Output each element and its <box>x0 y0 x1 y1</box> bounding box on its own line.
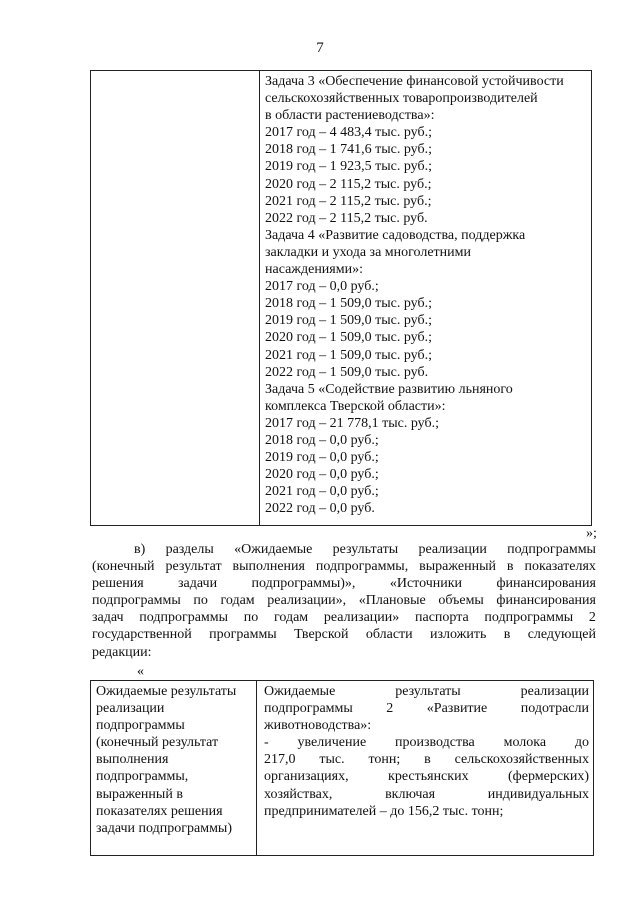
word: результаты <box>395 684 461 699</box>
word: - <box>264 735 269 751</box>
cell-line: в области растениеводства»: <box>265 108 435 124</box>
cell-line: 2017 год – 0,0 руб.; <box>265 279 379 295</box>
cell-line: 2020 год – 0,0 руб.; <box>265 467 379 483</box>
word: выраженный <box>419 559 496 575</box>
cell-line: Задача 4 «Развитие садоводства, поддержка <box>265 227 526 243</box>
word: выполнения <box>232 559 305 575</box>
word: «Развитие <box>426 701 488 717</box>
word: области <box>365 627 413 643</box>
text-line <box>264 683 589 700</box>
cell-line: 2017 год – 21 778,1 тыс. руб.; <box>265 415 439 431</box>
word: 2 <box>386 701 394 717</box>
word: молока <box>503 735 547 751</box>
page-number: 7 <box>316 40 324 56</box>
text-line <box>264 803 589 820</box>
cell-line: 2020 год – 2 115,2 тыс. руб.; <box>265 176 432 192</box>
word: подпрограммы <box>264 701 353 717</box>
text-line <box>264 700 589 717</box>
word: включая <box>385 786 436 802</box>
cell-line: подпрограммы, <box>96 769 189 785</box>
cell-line: 2022 год – 2 115,2 тыс. руб. <box>265 210 428 226</box>
word: тонн; <box>368 752 401 768</box>
word: до <box>574 735 589 751</box>
word: хозяйствах, <box>264 786 333 802</box>
word: тыс. <box>319 752 345 768</box>
cell-line: 2019 год – 1 509,0 тыс. руб.; <box>265 313 432 329</box>
text-line <box>92 575 596 592</box>
cell-line: реализации <box>96 701 165 717</box>
cell-line: 2021 год – 2 115,2 тыс. руб.; <box>265 193 432 209</box>
word: (фермерских) <box>508 769 589 785</box>
word: изложить <box>430 627 487 643</box>
word: производства <box>395 735 475 751</box>
word: предпринимателей – до 156,2 тыс. тонн; <box>264 803 504 819</box>
cell-line: Ожидаемые результаты <box>96 684 237 699</box>
cell-line: 2021 год – 0,0 руб.; <box>265 484 379 500</box>
word: реализации» <box>323 610 400 626</box>
word: подпрограммы)», <box>251 576 356 592</box>
cell-line: 2022 год – 1 509,0 тыс. руб. <box>265 364 429 380</box>
word: в <box>506 559 514 575</box>
cell-line: задачи подпрограммы) <box>96 820 233 836</box>
word: Ожидаемые <box>264 684 336 699</box>
word: объемы <box>438 593 484 609</box>
expected-results-table <box>90 680 594 856</box>
cell-line: выполнения <box>96 752 169 768</box>
funding-cell <box>265 73 589 517</box>
opening-quote-mark: « <box>137 664 144 679</box>
word: финансирования <box>496 593 596 609</box>
word: по <box>193 593 208 609</box>
word: подпрограммы <box>507 542 596 557</box>
word: «Плановые <box>358 593 426 609</box>
cell-line: Задача 3 «Обеспечение финансовой устойчивости <box>265 74 564 89</box>
table-column-divider <box>256 681 257 855</box>
cell-line: 2018 год – 1 741,6 тыс. руб.; <box>265 142 432 158</box>
word: годам <box>220 593 255 609</box>
cell-line: 2020 год – 1 509,0 тыс. руб.; <box>265 330 432 346</box>
cell-line: 2018 год – 1 509,0 тыс. руб.; <box>265 296 432 312</box>
word: Тверской <box>294 627 349 643</box>
word: организациях, <box>264 769 349 785</box>
cell-line: 2017 год – 4 483,4 тыс. руб.; <box>265 125 432 141</box>
cell-line: насаждениями»: <box>265 262 363 278</box>
word: в) <box>134 542 146 557</box>
word: государственной <box>92 627 192 643</box>
cell-line: закладки и ухода за многолетними <box>265 244 472 260</box>
section-heading-cell <box>96 683 254 837</box>
text-line <box>92 592 596 609</box>
word: животноводства»: <box>264 718 372 734</box>
text-line <box>264 734 589 751</box>
word: программы <box>209 627 277 643</box>
word: финансирования <box>496 576 596 592</box>
cell-line: 2019 год – 0,0 руб.; <box>265 450 379 466</box>
word: следующей <box>527 627 596 643</box>
section-content-cell <box>264 683 589 820</box>
word: разделы <box>165 542 214 557</box>
table-column-divider <box>259 71 260 525</box>
word: реализации <box>418 542 487 557</box>
text-line <box>92 541 596 558</box>
text-line <box>264 768 589 785</box>
word: крестьянских <box>388 769 469 785</box>
word: (конечный <box>92 559 155 575</box>
word: подпрограммы <box>139 610 229 626</box>
cell-line: 2022 год – 0,0 руб. <box>265 501 375 517</box>
cell-line: (конечный результат <box>96 735 219 751</box>
cell-line: Задача 5 «Содействие развитию льняного <box>265 381 513 397</box>
word: результат <box>165 559 222 575</box>
word: подпрограммы <box>484 610 574 626</box>
word: задачи <box>178 576 218 592</box>
word: 2 <box>588 610 596 626</box>
closing-quote-mark: »; <box>586 526 597 541</box>
word: решения <box>92 576 144 592</box>
cell-line: 2021 год – 1 509,0 тыс. руб.; <box>265 347 432 363</box>
word: подотрасли <box>520 701 589 717</box>
word: в <box>424 752 431 768</box>
text-line <box>264 751 589 768</box>
text-line <box>264 786 589 803</box>
word: индивидуальных <box>487 786 589 802</box>
text-line <box>92 644 596 661</box>
word: увеличение <box>297 735 367 751</box>
word: годам <box>273 610 309 626</box>
cell-line: 2018 год – 0,0 руб.; <box>265 432 379 448</box>
text-line <box>92 609 596 626</box>
word: сельскохозяйственных <box>454 752 589 768</box>
cell-line: выраженный в <box>96 786 183 802</box>
cell-line: показателях решения <box>96 803 223 819</box>
text-line <box>264 717 589 734</box>
cell-line: 2019 год – 1 923,5 тыс. руб.; <box>265 159 432 175</box>
word: 217,0 <box>264 752 296 768</box>
word: реализации», <box>267 593 347 609</box>
cell-line: сельскохозяйственных товаропроизводителей <box>265 91 538 107</box>
text-line <box>92 626 596 643</box>
cell-line: подпрограммы <box>96 718 185 734</box>
word: «Источники <box>389 576 463 592</box>
word: результаты <box>332 542 399 557</box>
word: в <box>503 627 511 643</box>
word: показателях <box>524 559 596 575</box>
word: подпрограммы, <box>315 559 409 575</box>
funding-table <box>90 70 592 526</box>
cell-line: комплекса Тверской области»: <box>265 398 446 414</box>
text-line <box>92 558 596 575</box>
word: «Ожидаемые <box>234 542 313 557</box>
word: по <box>243 610 259 626</box>
word: подпрограммы <box>92 593 181 609</box>
word: реализации <box>520 684 589 699</box>
amendment-paragraph <box>92 541 596 661</box>
word: задач <box>92 610 124 626</box>
word: редакции: <box>92 644 152 660</box>
word: паспорта <box>414 610 469 626</box>
